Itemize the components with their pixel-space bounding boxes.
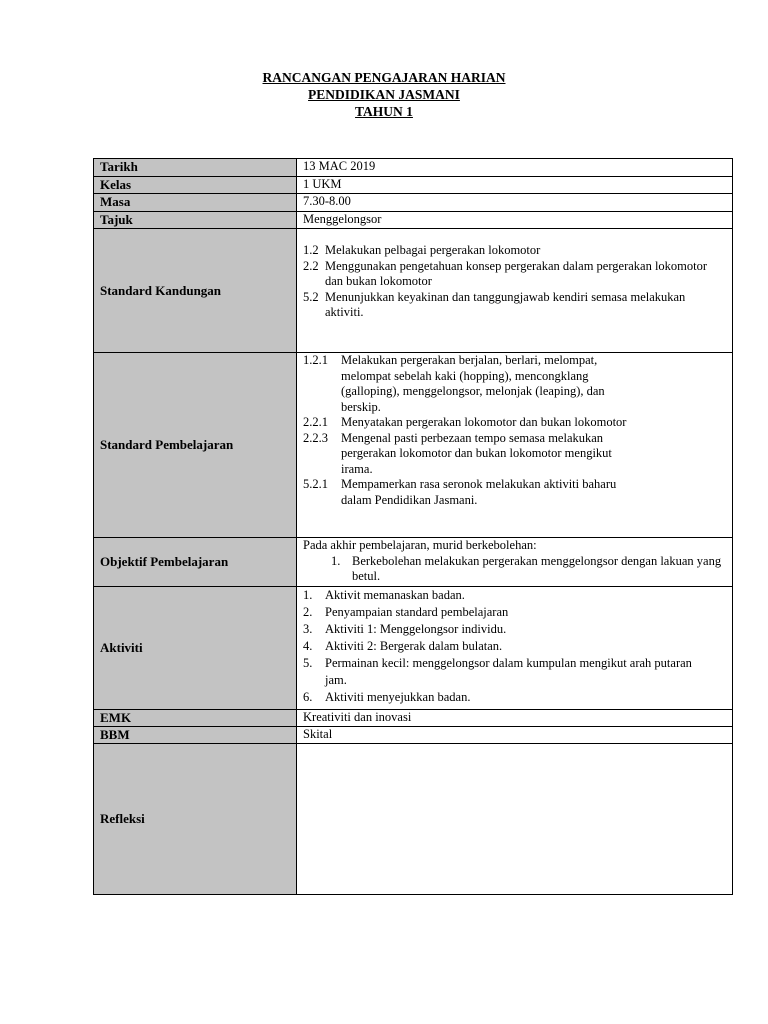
label-tarikh: Tarikh: [94, 159, 297, 177]
value-masa: 7.30-8.00: [297, 194, 733, 212]
value-tarikh: 13 MAC 2019: [297, 159, 733, 177]
title-line-2: PENDIDIKAN JASMANI: [308, 87, 460, 102]
aktiviti-list: [303, 587, 726, 706]
standard-pembelajaran-list: [303, 353, 726, 508]
row-tajuk: [94, 212, 733, 229]
document-header: [0, 69, 768, 120]
list-item: 1.2 Melakukan pelbagai pergerakan lokomotor: [303, 243, 541, 257]
value-emk: Kreativiti dan inovasi: [297, 710, 733, 727]
value-standard-kandungan: [297, 229, 733, 353]
label-refleksi: Refleksi: [94, 744, 297, 895]
label-objektif: Objektif Pembelajaran: [94, 538, 297, 587]
row-standard-kandungan: [94, 229, 733, 353]
label-emk: EMK: [94, 710, 297, 727]
title-line-3: TAHUN 1: [355, 104, 413, 119]
objektif-list: [303, 554, 726, 585]
row-objektif: [94, 538, 733, 587]
list-item: 4. Aktiviti 2: Bergerak dalam bulatan.: [303, 639, 503, 653]
list-item: 2.2.3 Mengenal pasti perbezaan tempo semasa melakukan pergerakan lokomotor dan bukan lokomotor mengikut irama.: [303, 430, 612, 476]
value-aktiviti: [297, 587, 733, 710]
list-item: 3. Aktiviti 1: Menggelongsor individu.: [303, 622, 507, 636]
list-item: 1.2.1 Melakukan pergerakan berjalan, berlari, melompat, melompat sebelah kaki (hopping), mencongklang (galloping), menggelongsor, melonjak (leaping), dan berskip.: [303, 353, 605, 414]
value-refleksi[interactable]: [297, 744, 733, 895]
standard-kandungan-list: [303, 243, 726, 321]
label-tajuk: Tajuk: [94, 212, 297, 229]
list-item: 2.2.1 Menyatakan pergerakan lokomotor dan bukan lokomotor: [303, 415, 627, 429]
list-item: 5.2 Menunjukkan keyakinan dan tanggungjawab kendiri semasa melakukan aktiviti.: [303, 289, 686, 319]
list-item: 1. Aktivit memanaskan badan.: [303, 588, 465, 602]
row-emk: [94, 710, 733, 727]
row-standard-pembelajaran: [94, 353, 733, 538]
label-standard-kandungan: Standard Kandungan: [94, 229, 297, 353]
list-item: 5. Permainan kecil: menggelongsor dalam kumpulan mengikut arah putaran jam.: [303, 656, 692, 687]
value-bbm: Skital: [297, 727, 733, 744]
row-bbm: [94, 727, 733, 744]
row-aktiviti: [94, 587, 733, 710]
list-item: 2. Penyampaian standard pembelajaran: [303, 605, 509, 619]
list-item: 6. Aktiviti menyejukkan badan.: [303, 690, 471, 704]
label-standard-pembelajaran: Standard Pembelajaran: [94, 353, 297, 538]
label-masa: Masa: [94, 194, 297, 212]
label-kelas: Kelas: [94, 177, 297, 194]
list-item: 2.2 Menggunakan pengetahuan konsep pergerakan dalam pergerakan lokomotor dan bukan lokomotor: [303, 258, 708, 288]
title-line-1: RANCANGAN PENGAJARAN HARIAN: [262, 70, 506, 85]
row-tarikh: [94, 159, 733, 177]
list-item: 1. Berkebolehan melakukan pergerakan menggelongsor dengan lakuan yang betul.: [331, 553, 722, 583]
objektif-intro: Pada akhir pembelajaran, murid berkebolehan:: [303, 538, 537, 552]
lesson-plan-table: [93, 158, 733, 895]
list-item: 5.2.1 Mempamerkan rasa seronok melakukan aktiviti baharu dalam Pendidikan Jasmani.: [303, 477, 617, 507]
row-kelas: [94, 177, 733, 194]
value-objektif: [297, 538, 733, 587]
label-aktiviti: Aktiviti: [94, 587, 297, 710]
row-masa: [94, 194, 733, 212]
label-bbm: BBM: [94, 727, 297, 744]
value-kelas: 1 UKM: [297, 177, 733, 194]
value-standard-pembelajaran: [297, 353, 733, 538]
value-tajuk: Menggelongsor: [297, 212, 733, 229]
row-refleksi: [94, 744, 733, 895]
